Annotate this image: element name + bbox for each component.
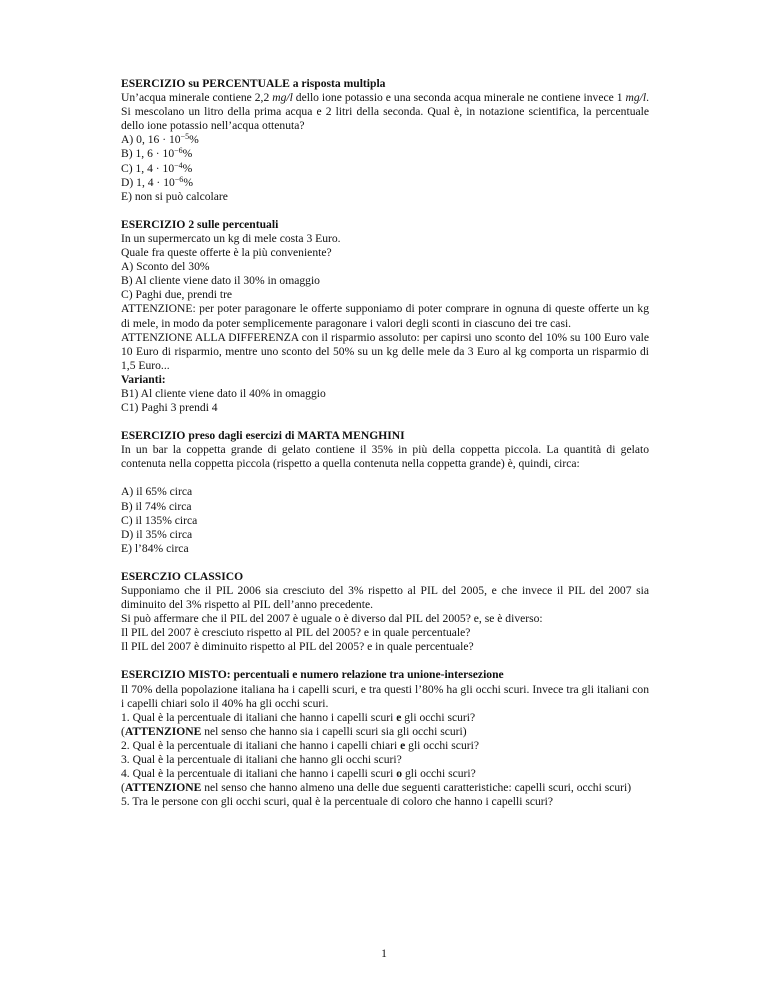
option-label: B) <box>121 147 136 161</box>
question: Il PIL del 2007 è diminuito rispetto al PIL del 2005? e in quale percentuale? <box>121 640 474 654</box>
option-percent: % <box>189 133 199 147</box>
option-b <box>121 147 649 161</box>
option-d: D) il 35% circa <box>121 527 193 541</box>
text-part: 2. Qual è la percentuale di italiani che hanno i capelli chiari <box>121 738 401 752</box>
option-exponent: −6 <box>174 174 184 184</box>
text-part: . Si mescolano un litro della prima acqua e 2 litri della seconda. Qual è, in notazione scientifica, la percentuale dello ione potassio nell’acqua ottenuta? <box>121 91 649 133</box>
bold-word: ATTENZIONE <box>124 724 202 738</box>
question-5: 5. Tra le persone con gli occhi scuri, qual è la percentuale di coloro che hanno i capelli scuri? <box>121 795 554 809</box>
bold-word: o <box>396 767 403 781</box>
spacer <box>121 471 649 485</box>
exercise-5 <box>121 668 649 809</box>
text-part: nel senso che hanno almeno una delle due seguenti caratteristiche: capelli scuri, occhi scuri) <box>201 781 632 795</box>
option-b: B) Al cliente viene dato il 30% in omaggio <box>121 274 320 288</box>
option-d <box>121 176 649 190</box>
option-label: D) <box>121 175 137 189</box>
variants-title: Varianti: <box>121 372 166 386</box>
option-label: C) <box>121 161 136 175</box>
text-part: nel senso che hanno sia i capelli scuri sia gli occhi scuri) <box>201 724 467 738</box>
unit: mg/l <box>625 91 647 105</box>
document-page <box>121 77 649 809</box>
paragraph: Supponiamo che il PIL 2006 sia cresciuto del 3% rispetto al PIL del 2005, e che invece il PIL del 2007 sia diminuito del 3% rispetto al PIL dell’anno precedente. <box>121 584 649 612</box>
option-b: B) il 74% circa <box>121 499 192 513</box>
question: Si può affermare che il PIL del 2007 è uguale o è diverso dal PIL del 2005? e, se è diverso: <box>121 612 543 626</box>
note-1 <box>121 725 649 739</box>
text-part: gli occhi scuri? <box>405 738 479 752</box>
exercise-3 <box>121 429 649 556</box>
variant-c1: C1) Paghi 3 prendi 4 <box>121 401 218 415</box>
bold-word: ATTENZIONE <box>124 781 202 795</box>
question-4 <box>121 767 649 781</box>
note-2 <box>121 781 649 795</box>
option-label: A) <box>121 133 137 147</box>
unit: mg/l <box>272 91 293 105</box>
exercise-3-title: ESERCIZIO preso dagli esercizi di MARTA MENGHINI <box>121 429 405 443</box>
question-3: 3. Qual è la percentuale di italiani che hanno gli occhi scuri? <box>121 753 402 767</box>
text-part: dello ione potassio e una seconda acqua minerale ne contiene invece 1 <box>292 91 626 105</box>
text-part: Un’acqua minerale contiene 2,2 <box>121 91 273 105</box>
paragraph: In un bar la coppetta grande di gelato contiene il 35% in più della coppetta piccola. La quantità di gelato contenuta nella coppetta piccola (rispetto a quella contenuta nella coppetta grande) è, quindi, circa: <box>121 443 649 471</box>
text-part: 1. Qual è la percentuale di italiani che hanno i capelli scuri <box>121 710 397 724</box>
paragraph: Quale fra queste offerte è la più conveniente? <box>121 246 332 260</box>
note: ATTENZIONE: per poter paragonare le offerte supponiamo di poter comprare in ognuna di queste offerte un kg di mele, in modo da poter semplicemente paragonare i valori degli sconti in ciascuno dei tre casi. <box>121 302 649 330</box>
option-percent: % <box>183 175 193 189</box>
variant-b1: B1) Al cliente viene dato il 40% in omaggio <box>121 386 326 400</box>
option-mantissa: 1, 6 · 10 <box>135 147 175 161</box>
text-part: 4. Qual è la percentuale di italiani che hanno i capelli scuri <box>121 767 397 781</box>
option-e: E) l’84% circa <box>121 541 189 555</box>
option-a: A) Sconto del 30% <box>121 260 210 274</box>
note: ATTENZIONE ALLA DIFFERENZA con il risparmio assoluto: per capirsi uno sconto del 10% su 100 Euro vale 10 Euro di risparmio, mentre uno sconto del 50% su un kg delle mele da 3 Euro al kg comporta un risparmio di 1,5 Euro... <box>121 330 649 372</box>
option-e: E) non si può calcolare <box>121 189 228 203</box>
exercise-2-title: ESERCIZIO 2 sulle percentuali <box>121 217 279 231</box>
exercise-2 <box>121 218 649 415</box>
exercise-1-text <box>121 91 649 133</box>
question-2 <box>121 739 649 753</box>
option-exponent: −4 <box>174 160 183 170</box>
page-number: 1 <box>381 947 387 960</box>
paragraph: Il 70% della popolazione italiana ha i capelli scuri, e tra questi l’80% ha gli occhi scuri. Invece tra gli italiani con i capelli chiari solo il 40% ha gli occhi scuri. <box>121 682 649 710</box>
exercise-4-title: ESERCZIO CLASSICO <box>121 569 244 583</box>
option-exponent: −5 <box>180 132 190 142</box>
exercise-1 <box>121 77 649 204</box>
option-mantissa: 0, 16 · 10 <box>136 133 181 147</box>
option-percent: % <box>182 161 193 175</box>
option-c <box>121 162 649 176</box>
paragraph: In un supermercato un kg di mele costa 3 Euro. <box>121 231 341 245</box>
option-exponent: −6 <box>174 146 183 156</box>
text-part: gli occhi scuri? <box>401 710 476 724</box>
text-part: ( <box>121 724 125 738</box>
option-a <box>121 133 649 147</box>
option-a: A) il 65% circa <box>121 485 193 499</box>
option-mantissa: 1, 4 · 10 <box>135 161 175 175</box>
bold-word: e <box>400 738 406 752</box>
option-c: C) Paghi due, prendi tre <box>121 288 233 302</box>
question: Il PIL del 2007 è cresciuto rispetto al PIL del 2005? e in quale percentuale? <box>121 626 471 640</box>
text-part: ( <box>121 781 125 795</box>
option-mantissa: 1, 4 · 10 <box>136 175 175 189</box>
exercise-5-title: ESERCIZIO MISTO: percentuali e numero relazione tra unione-intersezione <box>121 668 504 682</box>
exercise-4 <box>121 570 649 655</box>
exercise-1-title: ESERCIZIO su PERCENTUALE a risposta multipla <box>121 77 386 90</box>
option-percent: % <box>182 147 193 161</box>
bold-word: e <box>396 710 402 724</box>
question-1 <box>121 711 649 725</box>
text-part: gli occhi scuri? <box>402 767 476 781</box>
option-c: C) il 135% circa <box>121 513 198 527</box>
